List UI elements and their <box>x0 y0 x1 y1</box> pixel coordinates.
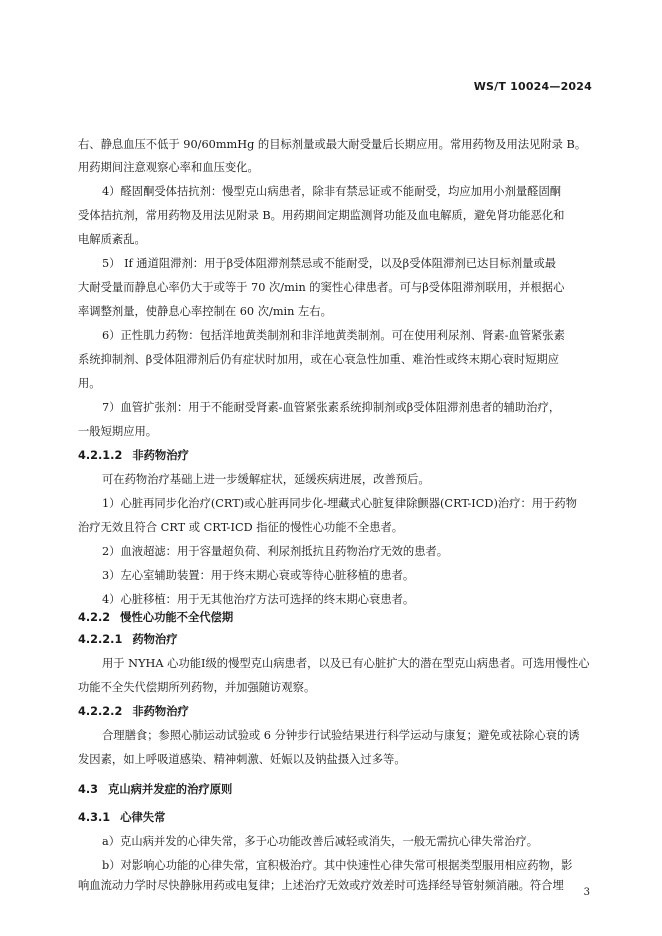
text-line: 2）血液超滤：用于容量超负荷、利尿剂抵抗且药物治疗无效的患者。 <box>102 545 449 558</box>
text-line: 可在药物治疗基础上进一步缓解症状，延缓疾病进展，改善预后。 <box>102 473 430 486</box>
heading-number: 4.2.2.2 <box>78 705 123 718</box>
section-heading <box>78 632 178 648</box>
heading-number: 4.2.2 <box>78 611 111 624</box>
text-line: 3）左心室辅助装置：用于终末期心衰或等待心脏移植的患者。 <box>102 569 415 582</box>
heading-title: 心律失常 <box>120 811 166 824</box>
text-line: 功能不全失代偿期所列药物，并加强随访观察。 <box>78 681 316 694</box>
text-line: 用于 NYHA 心功能Ⅰ级的慢型克山病患者，以及已有心脏扩大的潜在型克山病患者。可选用慢性心 <box>102 657 590 670</box>
section-heading <box>78 610 233 626</box>
heading-title: 克山病并发症的治疗原则 <box>108 783 233 796</box>
heading-title: 非药物治疗 <box>132 449 189 462</box>
text-line: 6）正性肌力药物：包括洋地黄类制剂和非洋地黄类制剂。可在使用利尿剂、肾素-血管紧张素 <box>102 329 565 342</box>
heading-number: 4.2.2.1 <box>78 633 123 646</box>
text-line: 发因素，如上呼吸道感染、精神刺激、妊娠以及钠盐摄入过多等。 <box>78 753 406 766</box>
text-line: 右、静息血压不低于 90/60mmHg 的目标剂量或最大耐受量后长期应用。常用药物及用法见附录 B。 <box>78 138 587 151</box>
heading-title: 药物治疗 <box>132 633 178 646</box>
text-line: 大耐受量而静息心率仍大于或等于 70 次/min 的窦性心律患者。可与β受体阻滞剂联用，并根据心 <box>78 281 565 294</box>
text-line: 7）血管扩张剂：用于不能耐受肾素-血管紧张素系统抑制剂或β受体阻滞剂患者的辅助治疗， <box>102 401 561 414</box>
heading-number: 4.3.1 <box>78 811 111 824</box>
text-line: 5） If 通道阻滞剂：用于β受体阻滞剂禁忌或不能耐受，以及β受体阻滞剂已达目标剂量或最 <box>102 257 557 270</box>
text-line: 4）醛固酮受体拮抗剂：慢型克山病患者，除非有禁忌证或不能耐受，均应加用小剂量醛固酮 <box>102 185 562 198</box>
text-line: 用药期间注意观察心率和血压变化。 <box>78 161 259 174</box>
document-code: WS/T 10024—2024 <box>473 80 592 93</box>
section-heading <box>78 448 189 464</box>
text-line: a）克山病并发的心律失常，多于心功能改善后减轻或消失，一般无需抗心律失常治疗。 <box>102 835 539 848</box>
section-heading <box>78 782 232 798</box>
text-line: 4）心脏移植：用于无其他治疗方法可选择的终末期心衰患者。 <box>102 593 415 606</box>
text-line: 1）心脏再同步化治疗(CRT)或心脏再同步化-埋藏式心脏复律除颤器(CRT-ICD)治疗：用于药物 <box>102 497 577 510</box>
heading-title: 慢性心功能不全代偿期 <box>120 611 234 624</box>
text-line: 电解质紊乱。 <box>78 233 146 246</box>
page-number: 3 <box>583 887 590 898</box>
text-line: 合理膳食；参照心肺运动试验或 6 分钟步行试验结果进行科学运动与康复；避免或祛除心衰的诱 <box>102 729 580 742</box>
text-line: 率调整剂量，使静息心率控制在 60 次/min 左右。 <box>78 305 332 318</box>
text-line: 用。 <box>78 377 101 390</box>
section-heading <box>78 704 189 720</box>
text-line: 系统抑制剂、β受体阻滞剂后仍有症状时加用，或在心衰急性加重、难治性或终末期心衰时短期应 <box>78 353 560 366</box>
text-line: b）对影响心功能的心律失常，宜积极治疗。其中快速性心律失常可根据类型服用相应药物，影 <box>102 859 573 872</box>
text-line: 响血流动力学时尽快静脉用药或电复律；上述治疗无效或疗效差时可选择经导管射频消融。符合埋 <box>78 879 564 892</box>
heading-title: 非药物治疗 <box>132 705 189 718</box>
heading-number: 4.3 <box>78 783 99 796</box>
section-heading <box>78 810 165 826</box>
heading-number: 4.2.1.2 <box>78 449 123 462</box>
text-line: 一般短期应用。 <box>78 425 158 438</box>
text-line: 治疗无效且符合 CRT 或 CRT-ICD 指征的慢性心功能不全患者。 <box>78 521 404 534</box>
text-line: 受体拮抗剂，常用药物及用法见附录 B。用药期间定期监测肾功能及血电解质，避免肾功能恶化和 <box>78 209 565 222</box>
